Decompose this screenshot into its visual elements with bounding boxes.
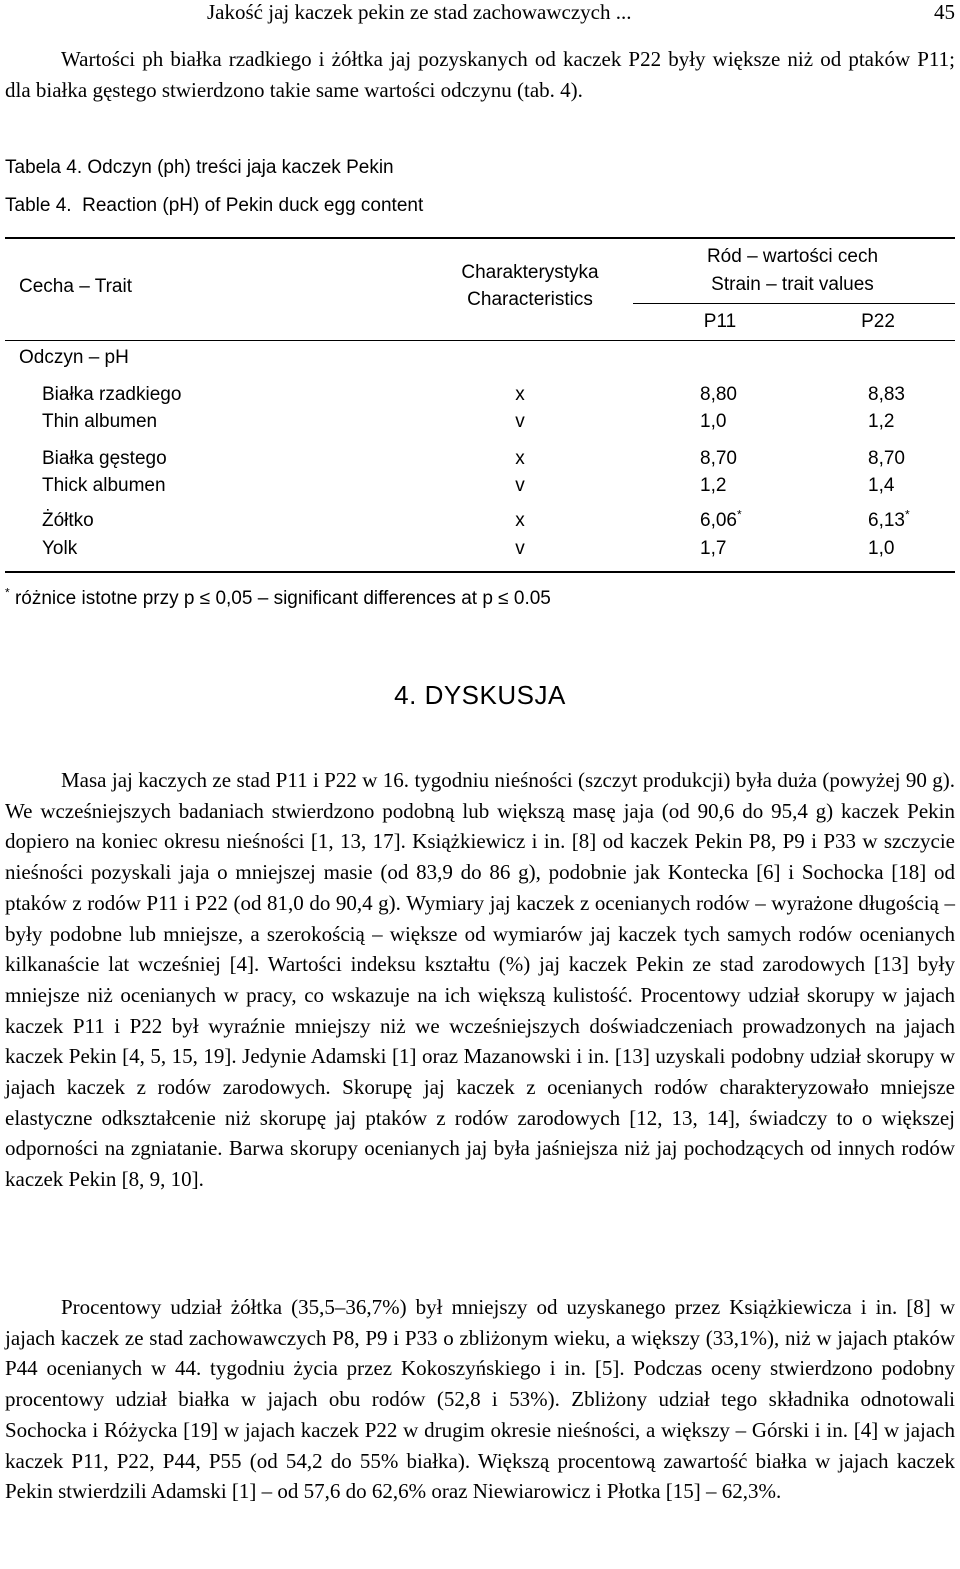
header-characteristics-1: Charakterystyka xyxy=(461,262,599,283)
group-label: Odczyn – pH xyxy=(19,347,129,368)
header-strain-1: Ród – wartości cech xyxy=(706,246,879,267)
row-yolk-p22-x: 6,13* xyxy=(868,507,910,531)
running-title: Jakość jaj kaczek pekin ze stad zachowawczych ... xyxy=(207,0,632,24)
row-thick-albumen-p22-x: 8,70 xyxy=(868,448,905,469)
header-characteristics-2: Characteristics xyxy=(467,289,593,310)
row-thick-albumen-p11-x: 8,70 xyxy=(700,448,737,469)
table-footnote: * różnice istotne przy p ≤ 0,05 – significant differences at p ≤ 0.05 xyxy=(5,585,551,609)
table-top-rule xyxy=(5,237,955,239)
intro-paragraph: Wartości ph białka rzadkiego i żółtka jaj pozyskanych od kaczek P22 były większe niż od ptaków P11; dla białka gęstego stwierdzono takie same wartości odczynu (tab. 4). xyxy=(5,47,955,102)
row-thin-albumen-p11-v: 1,0 xyxy=(700,411,727,432)
row-thick-albumen-en: Thick albumen xyxy=(42,475,166,496)
row-thin-albumen-pl: Białka rzadkiego xyxy=(42,384,182,405)
row-yolk-en: Yolk xyxy=(42,538,78,559)
row-yolk-p11-v: 1,7 xyxy=(700,538,727,559)
row-yolk-char-x: x xyxy=(515,510,525,531)
row-thick-albumen-char-v: v xyxy=(515,475,525,496)
row-thin-albumen-char-v: v xyxy=(515,411,525,432)
section-heading: 4. DYSKUSJA xyxy=(394,680,566,710)
table-caption-pl: Tabela 4. Odczyn (ph) treści jaja kaczek Pekin xyxy=(5,157,394,178)
running-header xyxy=(0,0,960,28)
row-thin-albumen-en: Thin albumen xyxy=(42,411,158,432)
body-paragraph: Procentowy udział żółtka (35,5–36,7%) był mniejszy od uzyskanego przez Książkiewicza i in. [8] w jajach kaczek ze stad zachowawczych P8, P9 i P33 o zbliżonym wieku, a większy (33,1%), niż w jajach ptaków P44 ocenianych w 44. tygodniu życia przez Kokoszyńskiego i in. [5]. Podczas oceny stwierdzono podobny procentowy udział białka w jajach obu rodów (52,8 i 53%). Zbliżony udział tego składnika odnotowali Sochocka i Różycka [19] w jajach kaczek P22 w drugim okresie nieśności, a większy – Górski i in. [4] w jajach kaczek P11, P22, P44, P55 (od 54,2 do 55% białka). Większą procentową zawartość białka w jajach kaczek Pekin stwierdzili Adamski [1] – od 57,6 do 62,6% oraz Niewiarowicz i Płotka [15] – 62,3%. xyxy=(5,1295,955,1504)
row-thin-albumen-p22-v: 1,2 xyxy=(868,411,895,432)
row-yolk-p11-x: 6,06* xyxy=(700,507,742,531)
header-bottom-rule xyxy=(5,340,955,341)
row-thin-albumen-char-x: x xyxy=(515,384,525,405)
row-thin-albumen-p11-x: 8,80 xyxy=(700,384,737,405)
body-paragraph: Masa jaj kaczych ze stad P11 i P22 w 16. tygodniu nieśności (szczyt produkcji) była duża (powyżej 90 g). We wcześniejszych badaniach stwierdzono podobną lub większą masę jaja (od 90,6 do 95,4 g) kaczek Pekin dopiero na koniec okresu nieśności [1, 13, 17]. Książkiewicz i in. [8] od kaczek Pekin P8, P9 i P33 w szczycie nieśności pozyskali jaja o mniejszej masie (od 83,9 do 86 g), podobnie jak Kontecka [6] i Sochocka [18] od ptaków z rodów P11 i P22 (od 81,0 do 90,4 g). Wymiary jaj kaczek z ocenianych rodów – wyrażone długością – były podobne lub mniejsze, a szerokością – większe od wymiarów jaj kaczek tych samych rodów ocenianych kilkanaście lat wcześniej [4]. Wartości indeksu kształtu (%) jaj kaczek Pekin ze stad zarodowych [13] były mniejsze niż ocenianych w pracy, co wskazuje na ich większą kulistość. Procentowy udział skorupy w jajach kaczek P11 i P22 był wyraźnie mniejszy niż we wcześniejszych doświadczeniach prowadzonych na jajach kaczek Pekin [4, 5, 15, 19]. Jedynie Adamski [1] oraz Mazanowski i in. [13] uzyskali podobny udział skorupy w jajach kaczek z rodów zarodowych. Skorupę jaj kaczek z ocenianych rodów charakteryzowało mniejsze elastyczne odkształcenie niż skorupę jaj ptaków z rodów zarodowych [12, 13, 14], świadczy to o większej odporności na zgniatanie. Barwa skorupy ocenianych jaj była jaśniejsza niż jaj pochodzących od innych rodów kaczek Pekin [8, 9, 10]. xyxy=(5,768,955,1192)
header-strain-2: Strain – trait values xyxy=(711,274,874,295)
header-p22: P22 xyxy=(861,311,895,332)
page-number: 45 xyxy=(934,0,955,24)
table-bottom-rule xyxy=(5,571,955,573)
row-yolk-pl: Żółtko xyxy=(42,510,94,531)
header-trait: Cecha – Trait xyxy=(19,276,132,297)
row-yolk-p22-v: 1,0 xyxy=(868,538,895,559)
row-yolk-char-v: v xyxy=(515,538,525,559)
row-thin-albumen-p22-x: 8,83 xyxy=(868,384,905,405)
row-thick-albumen-p22-v: 1,4 xyxy=(868,475,895,496)
table-caption-en: Table 4. Reaction (pH) of Pekin duck egg content xyxy=(5,195,424,216)
strain-underline xyxy=(633,303,955,304)
row-thick-albumen-char-x: x xyxy=(515,448,525,469)
row-thick-albumen-p11-v: 1,2 xyxy=(700,475,727,496)
header-p11: P11 xyxy=(703,311,737,332)
row-thick-albumen-pl: Białka gęstego xyxy=(42,448,167,469)
